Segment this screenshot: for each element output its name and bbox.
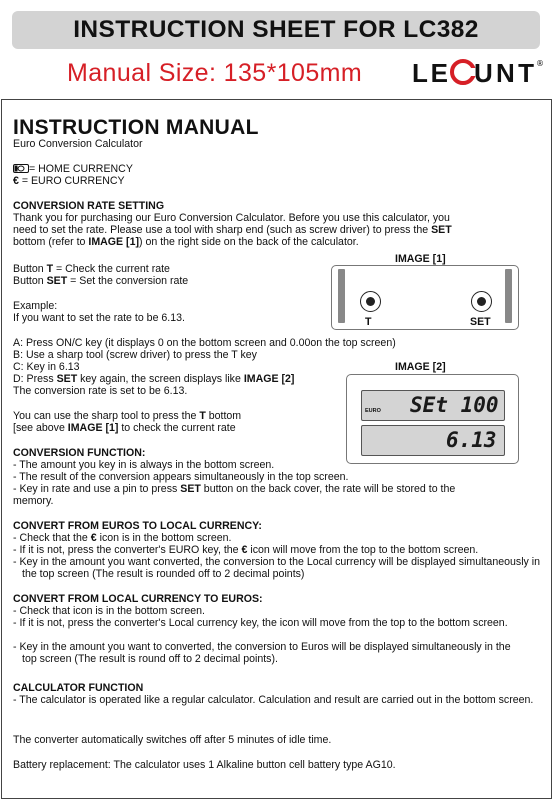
manual-size: Manual Size: 135*105mm (67, 59, 363, 87)
euro-indicator: EURO (365, 408, 381, 414)
legend-euro: € = EURO CURRENCY (13, 175, 125, 187)
calculator-l1: - The calculator is operated like a regular calculator. Calculation and result are carried out in the bottom screen. (13, 694, 534, 706)
tool-line-2: [see above IMAGE [1] to check the current rate (13, 422, 236, 434)
function-heading: CONVERSION FUNCTION: (13, 447, 146, 459)
function-l2: - The result of the conversion appears simultaneously in the top screen. (13, 471, 349, 483)
function-l3-cont: memory. (13, 495, 54, 507)
auto-off-note: The converter automatically switches off after 5 minutes of idle time. (13, 734, 332, 746)
euros-to-local-heading: CONVERT FROM EUROS TO LOCAL CURRENCY: (13, 520, 262, 532)
sheet-title: INSTRUCTION SHEET FOR LC382 (12, 11, 540, 49)
bottom-screen (361, 425, 505, 456)
step-e: The conversion rate is set to be 6.13. (13, 385, 188, 397)
local-to-euros-l1: - Check that icon is in the bottom screen. (13, 605, 205, 617)
step-a: A: Press ON/C key (it displays 0 on the bottom screen and 0.00on the top screen) (13, 337, 396, 349)
rate-p2: need to set the rate. Please use a tool with sharp end (such as screw driver) to press the SET (13, 224, 452, 236)
button-t-desc: Button T = Check the current rate (13, 263, 170, 275)
top-screen (361, 390, 505, 421)
euro-icon: € (13, 175, 19, 187)
manual-subtitle: Euro Conversion Calculator (13, 138, 143, 150)
tool-line-1: You can use the sharp tool to press the T bottom (13, 410, 242, 422)
example-label: Example: (13, 300, 58, 312)
battery-note: Battery replacement: The calculator uses 1 Alkaline button cell battery type AG10. (13, 759, 396, 771)
euros-to-local-l3: - Key in the amount you want converted, the conversion to the Local currency will be displayed simultaneously in the top screen (The result is rounded off to 2 decimal points) (13, 556, 541, 581)
euros-to-local-l2: - If it is not, press the converter's EURO key, the € icon will move from the top to the bottom screen. (13, 544, 479, 556)
panel-edge-right (505, 269, 512, 323)
function-l3: - Key in rate and use a pin to press SET button on the back cover, the rate will be stored to the (13, 483, 456, 495)
image2-label: IMAGE [2] (395, 361, 446, 373)
manual-title: INSTRUCTION MANUAL (13, 116, 259, 139)
t-button-hole[interactable] (360, 291, 381, 312)
image2-display (346, 374, 519, 464)
set-button-hole[interactable] (471, 291, 492, 312)
local-to-euros-heading: CONVERT FROM LOCAL CURRENCY TO EUROS: (13, 593, 263, 605)
set-button-label: SET (470, 316, 491, 328)
function-l1: - The amount you key in is always in the bottom screen. (13, 459, 275, 471)
lecount-logo (412, 56, 547, 90)
button-set-desc: Button SET = Set the conversion rate (13, 275, 189, 287)
rate-p1: Thank you for purchasing our Euro Conversion Calculator. Before you use this calculator, you (13, 212, 450, 224)
t-button-label: T (365, 316, 372, 328)
svg-text:UNT: UNT (474, 58, 534, 88)
euros-to-local-l1: - Check that the € icon is in the bottom screen. (13, 532, 232, 544)
step-b: B: Use a sharp tool (screw driver) to press the T key (13, 349, 257, 361)
image1-back-panel (331, 265, 519, 330)
calculator-heading: CALCULATOR FUNCTION (13, 682, 144, 694)
svg-text:®: ® (536, 59, 544, 68)
top-screen-value: SEt 100 (410, 393, 499, 417)
local-to-euros-l3: - Key in the amount you want to converted, the conversion to Euros will be displayed simultaneously in the top screen (The result is round off to 2 decimal points). (13, 641, 511, 666)
svg-text:LE: LE (412, 58, 448, 88)
local-to-euros-l2: - If it is not, press the converter's Local currency key, the icon will move from the top to the bottom screen. (13, 617, 508, 629)
rate-heading: CONVERSION RATE SETTING (13, 200, 165, 212)
step-d: D: Press SET key again, the screen displays like IMAGE [2] (13, 373, 295, 385)
image1-label: IMAGE [1] (395, 253, 446, 265)
example-text: If you want to set the rate to be 6.13. (13, 312, 185, 324)
bottom-screen-value: 6.13 (446, 428, 497, 452)
legend-home: = HOME CURRENCY (13, 163, 133, 175)
rate-p3: bottom (refer to IMAGE [1]) on the right side on the back of the calculator. (13, 236, 359, 248)
banknote-icon (13, 164, 29, 173)
step-c: C: Key in 6.13 (13, 361, 80, 373)
panel-edge-left (338, 269, 345, 323)
